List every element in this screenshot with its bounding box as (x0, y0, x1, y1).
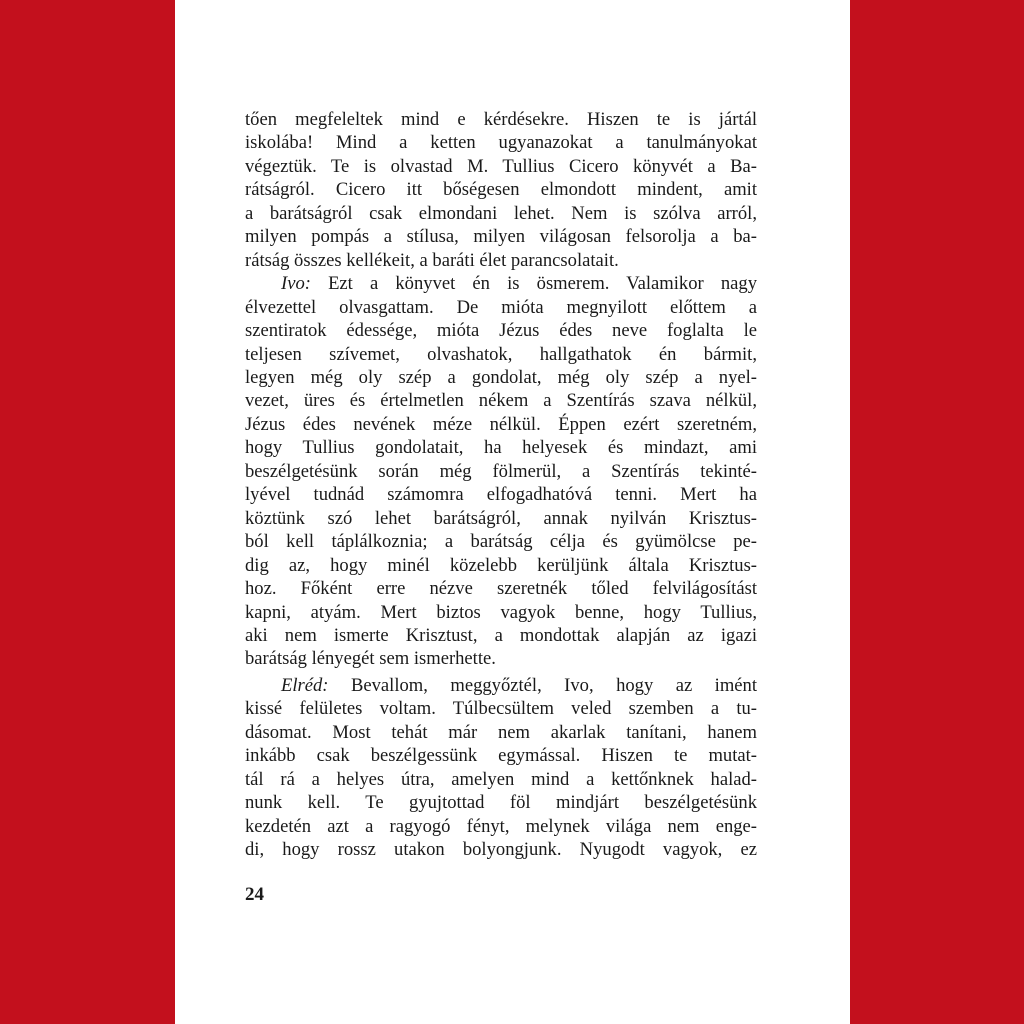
text-line: iskolába! Mind a ketten ugyanazokat a tanulmányokat (245, 132, 757, 154)
text-line: élvezettel olvasgattam. De mióta megnyilott előttem a (245, 296, 757, 318)
text-line: Jézus édes nevének méze nélkül. Éppen ezért szeretném, (245, 413, 757, 435)
text-line: kissé felületes voltam. Túlbecsültem veled szemben a tu- (245, 698, 757, 720)
left-red-band (0, 0, 175, 1024)
right-red-band (849, 0, 1024, 1024)
text-line: milyen pompás a stílusa, milyen világosan felsorolja a ba- (245, 226, 757, 248)
text-line: végeztük. Te is olvastad M. Tullius Cicero könyvét a Ba- (245, 155, 757, 177)
page-number: 24 (245, 884, 264, 905)
text-line (245, 674, 757, 697)
text-line: rátságról. Cicero itt bőségesen elmondott mindent, amit (245, 179, 757, 201)
book-page (175, 0, 850, 1024)
text-line: szentiratok édessége, mióta Jézus édes neve foglalta le (245, 320, 757, 342)
text-line: aki nem ismerte Krisztust, a mondottak alapján az igazi (245, 624, 757, 646)
text-line: lyével tudnád számomra elfogadhatóvá tenni. Mert ha (245, 484, 757, 506)
text-line: rátság összes kellékeit, a baráti élet parancsolatait. (245, 249, 619, 271)
text-line: di, hogy rossz utakon bolyongjunk. Nyugodt vagyok, ez (245, 839, 757, 861)
text-line: dásomat. Most tehát már nem akarlak tanítani, hanem (245, 721, 757, 743)
text-line: dig az, hogy minél közelebb kerüljünk általa Krisztus- (245, 554, 757, 576)
text-line: tál rá a helyes útra, amelyen mind a kettőnknek halad- (245, 768, 757, 790)
text-line: barátság lényegét sem ismerhette. (245, 648, 496, 670)
speaker-ivo: Ivo: (281, 273, 311, 295)
text-line: ból kell táplálkoznia; a barátság célja és gyümölcse pe- (245, 531, 757, 553)
text-line: nunk kell. Te gyujtottad föl mindjárt beszélgetésünk (245, 792, 757, 814)
text-segment: Ezt a könyvet én is ösmerem. Valamikor nagy (310, 273, 757, 295)
text-line: köztünk szó lehet barátságról, annak nyilván Krisztus- (245, 507, 757, 529)
text-line: kapni, atyám. Mert biztos vagyok benne, hogy Tullius, (245, 601, 757, 623)
text-line: inkább csak beszélgessünk egymással. Hiszen te mutat- (245, 745, 757, 767)
text-segment: Bevallom, meggyőztél, Ivo, hogy az imént (328, 674, 757, 696)
text-line: vezet, üres és értelmetlen nékem a Szentírás szava nélkül, (245, 390, 757, 412)
text-line: beszélgetésünk során még fölmerül, a Szentírás tekinté- (245, 460, 757, 482)
text-line: kezdetén azt a ragyogó fényt, melynek világa nem enge- (245, 815, 757, 837)
text-line: hogy Tullius gondolatait, ha helyesek és mindazt, ami (245, 437, 757, 459)
speaker-elred: Elréd: (281, 674, 329, 696)
text-line: hoz. Főként erre nézve szeretnék tőled felvilágosítást (245, 578, 757, 600)
text-line: legyen még oly szép a gondolat, még oly szép a nyel- (245, 366, 757, 388)
text-line: a barátságról csak elmondani lehet. Nem is szólva arról, (245, 202, 757, 224)
body-text (245, 108, 757, 862)
text-line (245, 272, 757, 295)
text-line: teljesen szívemet, olvashatok, hallgathatok én bármit, (245, 343, 757, 365)
text-line: tően megfeleltek mind e kérdésekre. Hiszen te is jártál (245, 109, 757, 130)
